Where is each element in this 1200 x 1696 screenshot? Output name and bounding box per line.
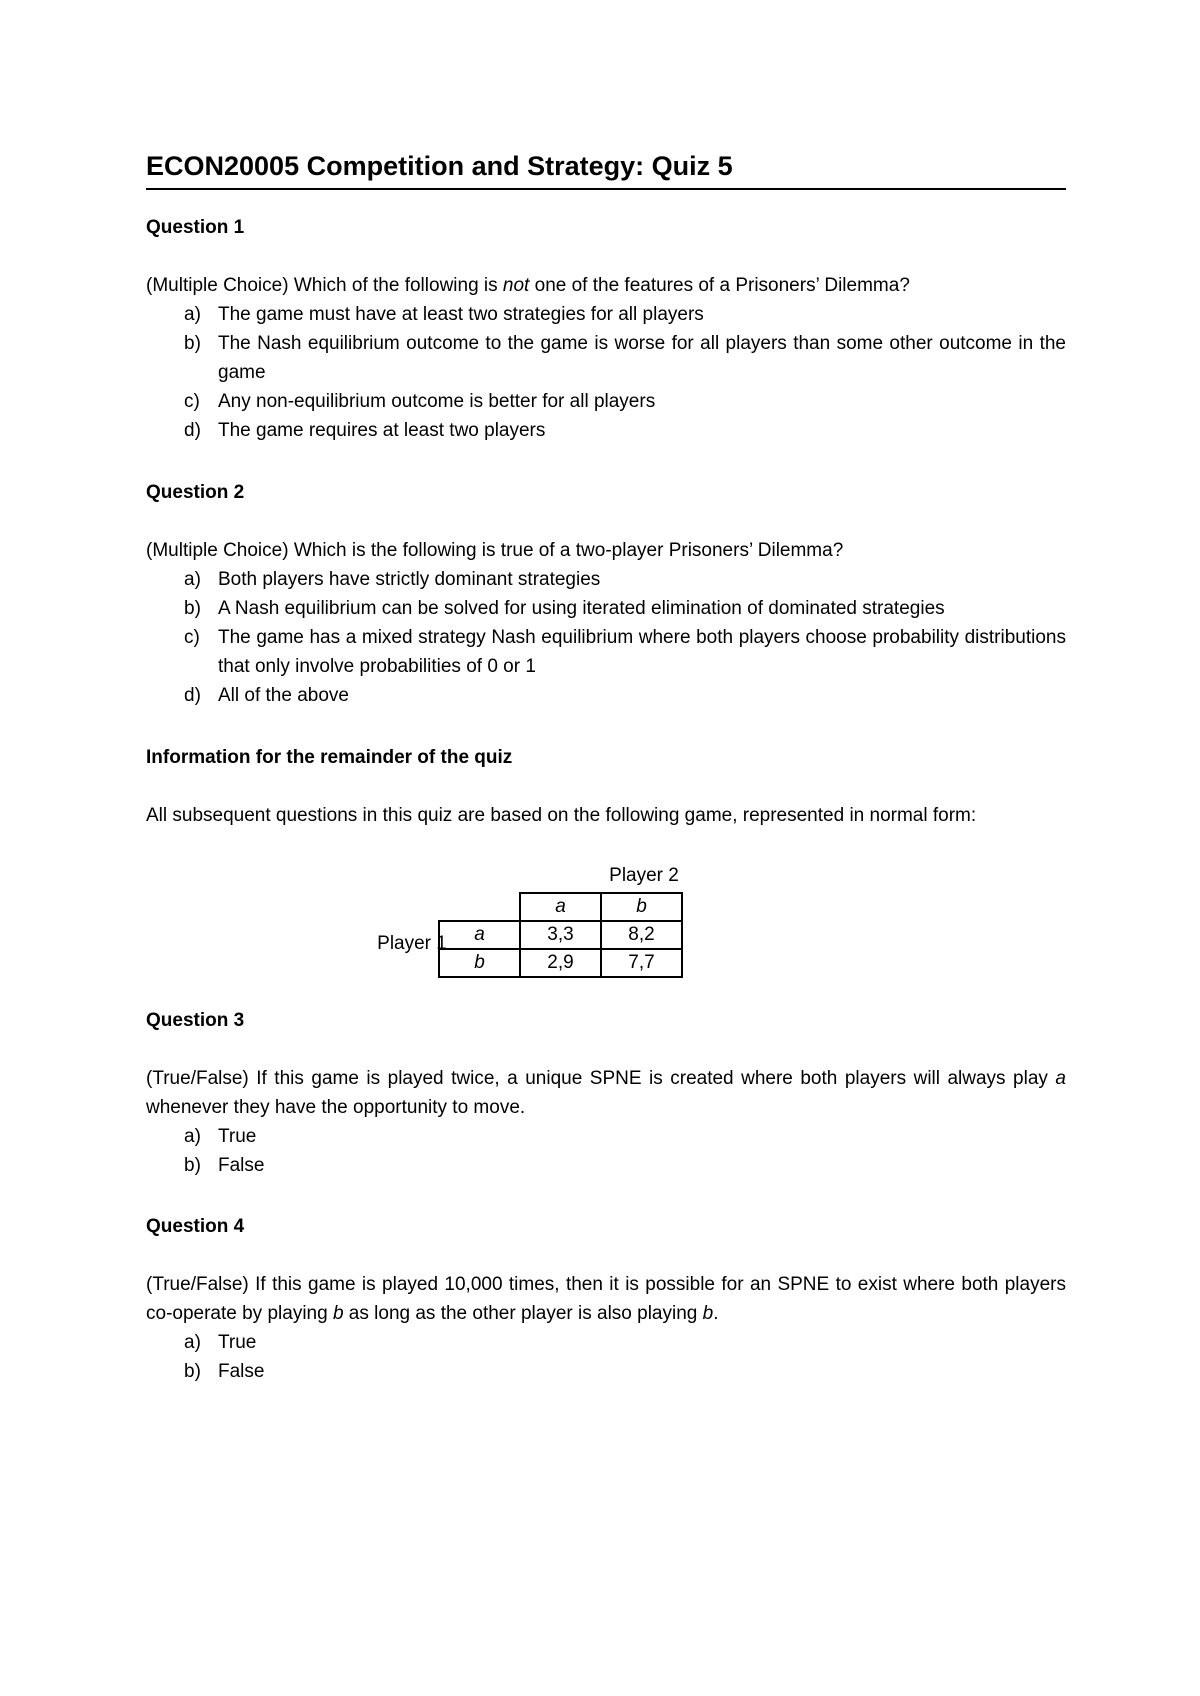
answer-option[interactable] xyxy=(146,416,1066,445)
question-text xyxy=(146,271,1066,300)
question-heading: Question 4 xyxy=(146,1216,245,1237)
table-row xyxy=(439,949,682,977)
player-2-label: Player 2 xyxy=(609,865,679,886)
question-text-emphasis: b xyxy=(702,1303,714,1324)
answer-option[interactable] xyxy=(146,1151,1066,1180)
option-text: Both players have strictly dominant strategies xyxy=(218,569,601,590)
question-text xyxy=(146,1064,1066,1122)
payoff-cell: 7,7 xyxy=(601,949,682,977)
player-1-label: Player 1 xyxy=(377,933,447,954)
option-label: b) xyxy=(184,1361,201,1382)
option-label: b) xyxy=(184,333,201,354)
option-label: d) xyxy=(184,420,201,441)
question-text-emphasis: not xyxy=(502,275,530,296)
option-text: The game has a mixed strategy Nash equilibrium where both players choose probability distributions that only involve probabilities of 0 or 1 xyxy=(218,627,1066,677)
option-label: a) xyxy=(184,1126,201,1147)
option-text: All of the above xyxy=(218,685,349,706)
question-text-emphasis: b xyxy=(332,1303,344,1324)
option-text: False xyxy=(218,1361,265,1382)
column-header: b xyxy=(601,893,682,921)
question-4 xyxy=(146,1212,1066,1386)
answer-option[interactable] xyxy=(146,565,1066,594)
option-text: True xyxy=(218,1332,257,1353)
empty-cell xyxy=(439,893,520,921)
option-text: False xyxy=(218,1155,265,1176)
option-text: The game requires at least two players xyxy=(218,420,546,441)
option-label: b) xyxy=(184,1155,201,1176)
question-text-part: (True/False) If this game is played twice, a unique SPNE is created where both players will always play xyxy=(146,1068,1056,1089)
option-text: A Nash equilibrium can be solved for using iterated elimination of dominated strategies xyxy=(218,598,945,619)
row-header: b xyxy=(439,949,520,977)
answer-options xyxy=(146,1328,1066,1386)
question-text-emphasis: a xyxy=(1055,1068,1066,1089)
page-title: ECON20005 Competition and Strategy: Quiz 5 xyxy=(146,146,1066,190)
payoff-cell: 2,9 xyxy=(520,949,601,977)
question-text-part: one of the features of a Prisoners’ Dilemma? xyxy=(529,275,910,296)
option-text: True xyxy=(218,1126,257,1147)
info-heading: Information for the remainder of the quiz xyxy=(146,747,513,768)
answer-option[interactable] xyxy=(146,1122,1066,1151)
answer-option[interactable] xyxy=(146,1328,1066,1357)
answer-options xyxy=(146,300,1066,445)
option-label: a) xyxy=(184,569,201,590)
option-label: b) xyxy=(184,598,201,619)
question-text-part: (True/False) If this game is played 10,000 times, then it is possible for an SPNE to exist where both players co-operate by playing xyxy=(146,1274,1066,1324)
answer-option[interactable] xyxy=(146,594,1066,623)
question-heading: Question 3 xyxy=(146,1010,245,1031)
payoff-cell: 8,2 xyxy=(601,921,682,949)
question-text-part: . xyxy=(713,1303,719,1324)
question-text xyxy=(146,1270,1066,1328)
info-text: All subsequent questions in this quiz are based on the following game, represented in normal form: xyxy=(146,805,977,826)
answer-options xyxy=(146,1122,1066,1180)
answer-option[interactable] xyxy=(146,387,1066,416)
info-section xyxy=(146,743,1066,830)
row-header: a xyxy=(439,921,520,949)
answer-option[interactable] xyxy=(146,300,1066,329)
question-text: (Multiple Choice) Which is the following is true of a two-player Prisoners’ Dilemma? xyxy=(146,540,844,561)
question-3 xyxy=(146,1006,1066,1180)
option-label: d) xyxy=(184,685,201,706)
payoff-cell: 3,3 xyxy=(520,921,601,949)
table-row xyxy=(439,893,682,921)
question-text-part: as long as the other player is also playing xyxy=(343,1303,703,1324)
question-text-part: (Multiple Choice) Which of the following is xyxy=(146,275,503,296)
option-label: a) xyxy=(184,304,201,325)
option-text: Any non-equilibrium outcome is better for all players xyxy=(218,391,656,412)
question-text-part: whenever they have the opportunity to move. xyxy=(146,1097,526,1118)
payoff-table xyxy=(438,892,683,978)
option-label: c) xyxy=(184,627,200,648)
option-text: The game must have at least two strategies for all players xyxy=(218,304,704,325)
answer-option[interactable] xyxy=(146,623,1066,681)
option-label: a) xyxy=(184,1332,201,1353)
answer-options xyxy=(146,565,1066,710)
answer-option[interactable] xyxy=(146,1357,1066,1386)
question-1 xyxy=(146,213,1066,445)
answer-option[interactable] xyxy=(146,329,1066,387)
column-header: a xyxy=(520,893,601,921)
table-row xyxy=(439,921,682,949)
option-label: c) xyxy=(184,391,200,412)
answer-option[interactable] xyxy=(146,681,1066,710)
question-2 xyxy=(146,478,1066,710)
question-heading: Question 2 xyxy=(146,482,245,503)
question-heading: Question 1 xyxy=(146,217,245,238)
option-text: The Nash equilibrium outcome to the game is worse for all players than some other outcome in the game xyxy=(218,333,1066,383)
